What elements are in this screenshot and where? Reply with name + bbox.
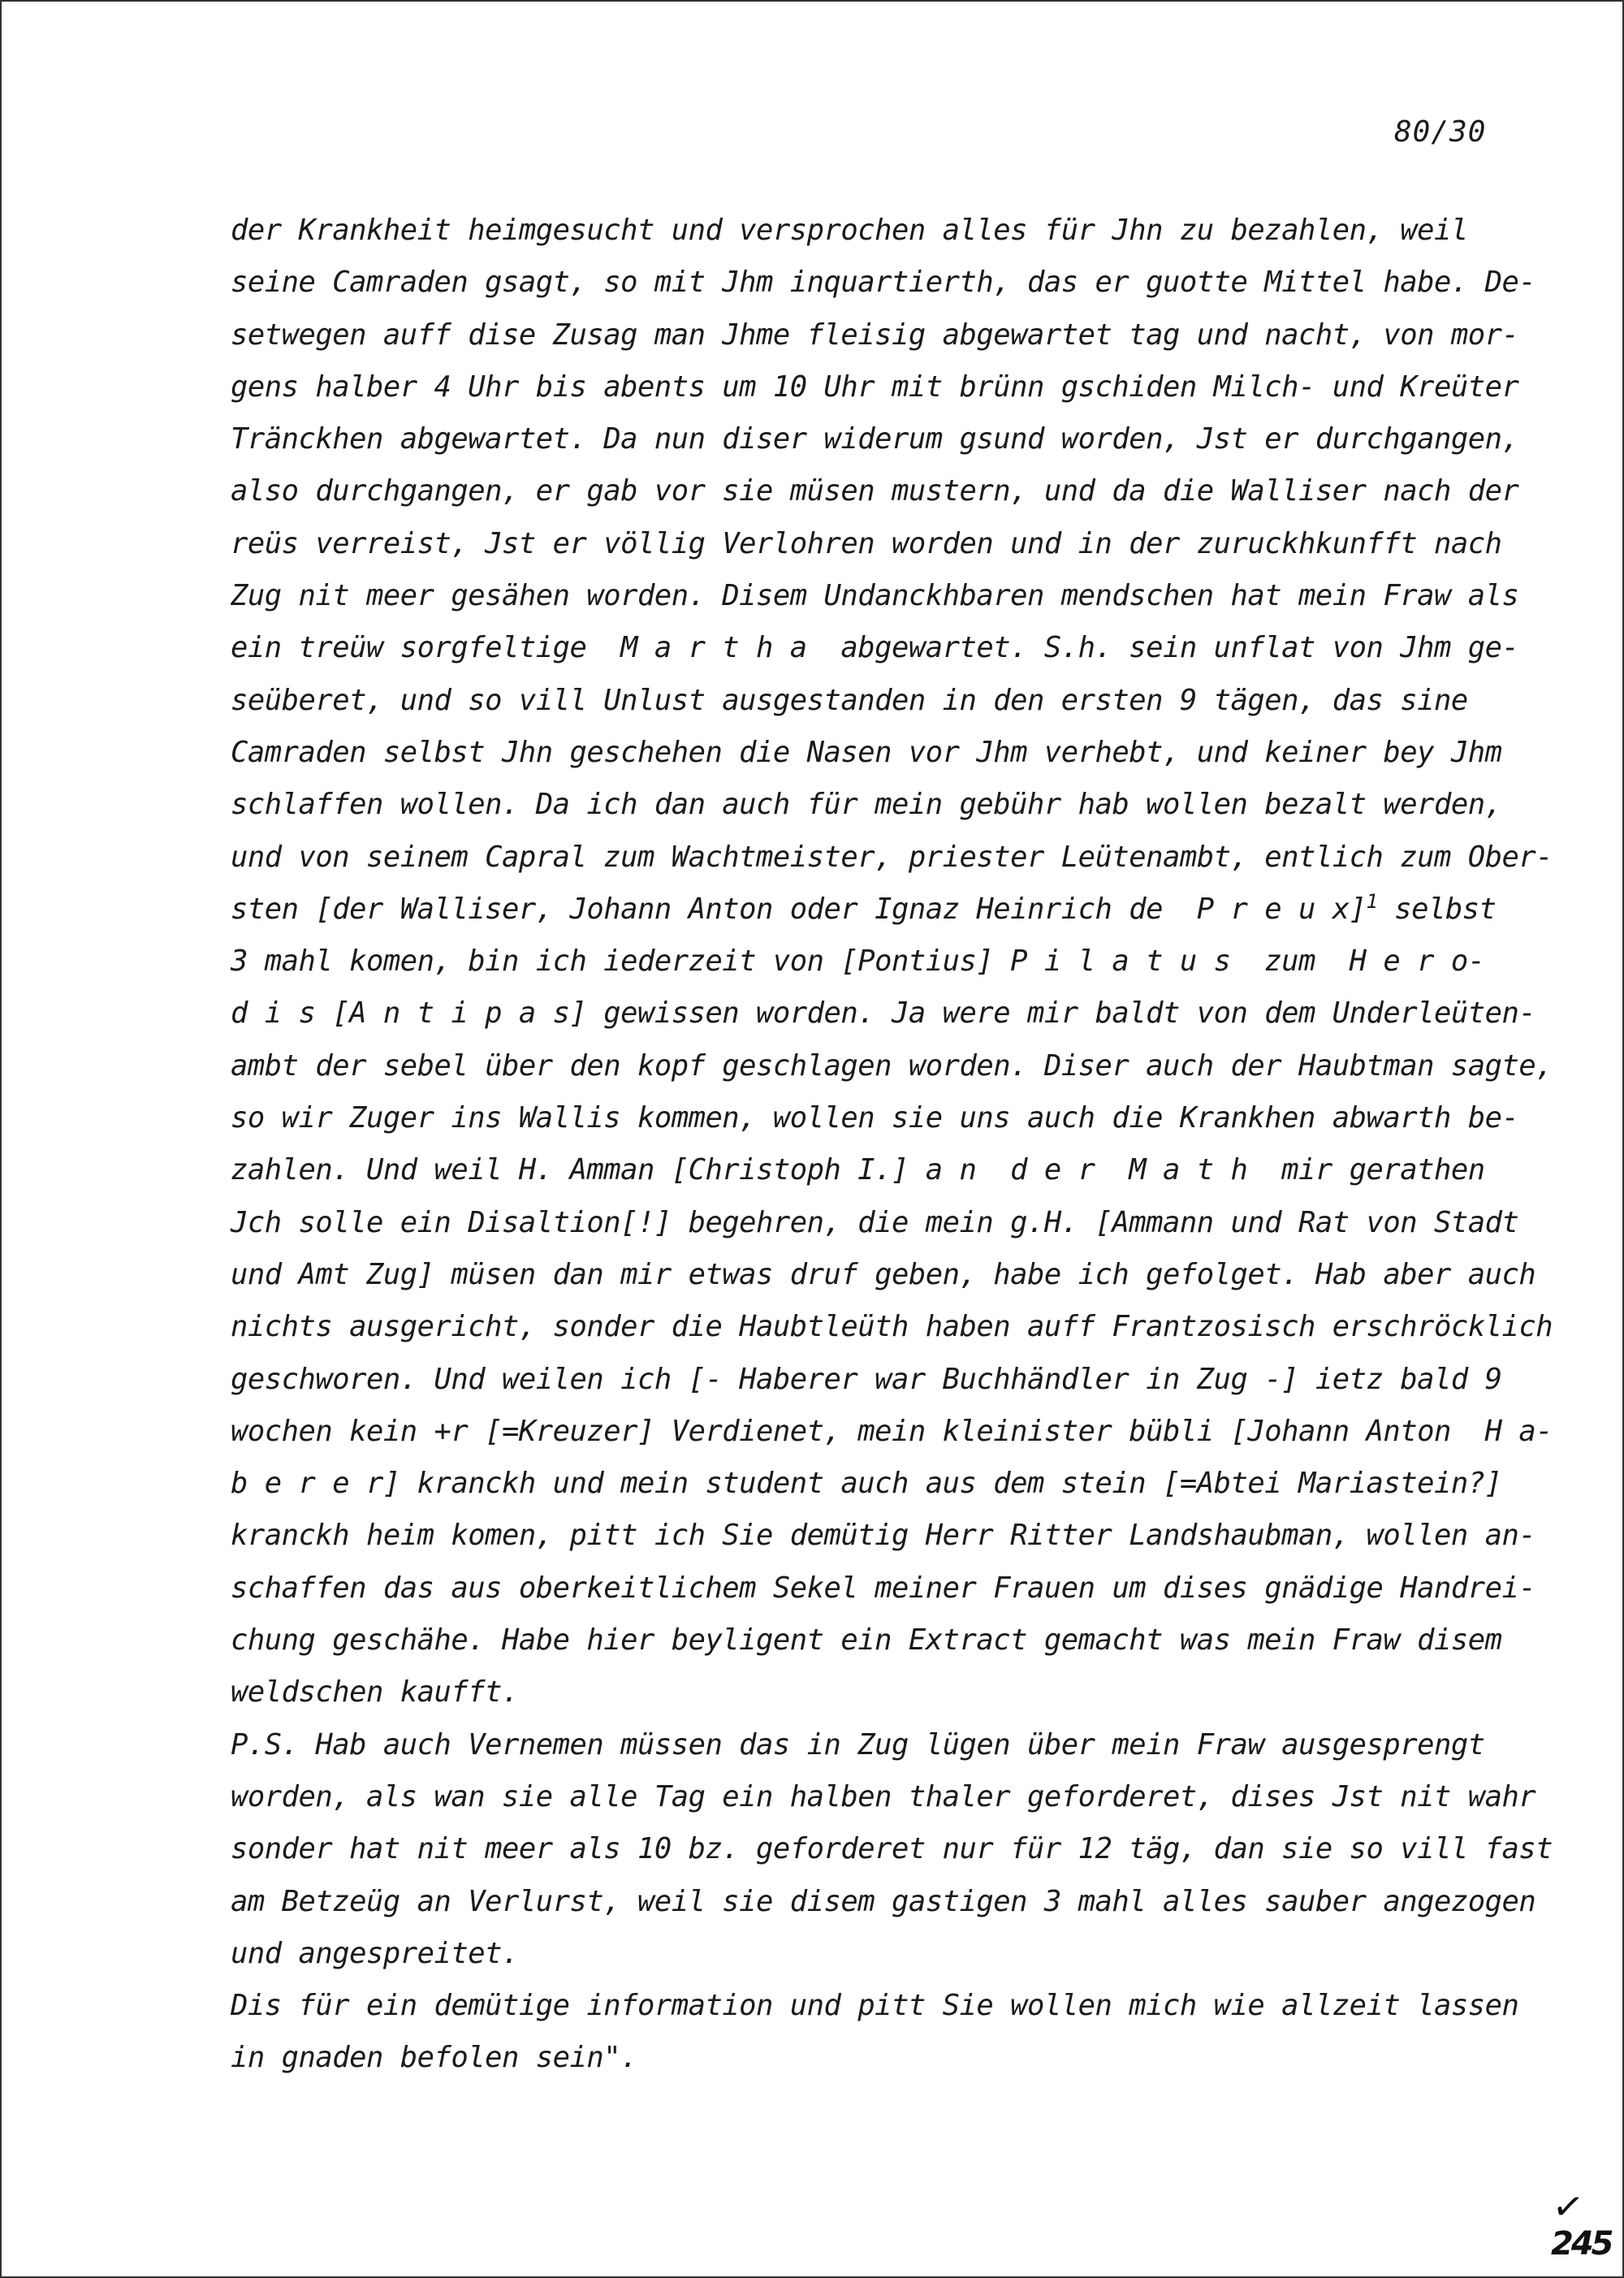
- postscript-line: sonder hat nit meer als 10 bz. geforderet nur für 12 täg, dan sie so vill fast: [231, 1832, 1553, 1866]
- text-line: ambt der sebel über den kopf geschlagen worden. Diser auch der Haubtman sagte,: [231, 1048, 1553, 1083]
- text-line: schlaffen wollen. Da ich dan auch für mein gebühr hab wollen bezalt werden,: [231, 788, 1502, 822]
- page-number: 80/30: [1394, 115, 1487, 149]
- text-line-main: sten [der Walliser, Johann Anton oder Ignaz Heinrich de P r e u x]: [231, 892, 1367, 926]
- check-mark-icon: ✓: [1549, 2182, 1587, 2231]
- text-line: wochen kein +r [=Kreuzer] Verdienet, mein kleinister bübli [Johann Anton H a-: [231, 1414, 1553, 1448]
- text-line: also durchgangen, er gab vor sie müsen mustern, und da die Walliser nach der: [231, 474, 1519, 508]
- text-line: reüs verreist, Jst er völlig Verlohren worden und in der zuruckhkunfft nach: [231, 526, 1502, 560]
- text-line: seine Camraden gsagt, so mit Jhm inquartierth, das er guotte Mittel habe. De-: [231, 266, 1536, 300]
- text-line: ein treüw sorgfeltige M a r t h a abgewartet. S.h. sein unflat von Jhm ge-: [231, 631, 1519, 665]
- text-line: setwegen auff dise Zusag man Jhme fleisig abgewartet tag und nacht, von mor-: [231, 318, 1519, 352]
- text-line: der Krankheit heimgesucht und versprochen alles für Jhn zu bezahlen, weil: [231, 214, 1468, 247]
- text-line: d i s [A n t i p a s] gewissen worden. Ja were mir baldt von dem Underleüten-: [231, 996, 1536, 1031]
- closing-line: in gnaden befolen sein".: [231, 2041, 637, 2075]
- text-line: nichts ausgericht, sonder die Haubtleüth haben auff Frantzosisch erschröcklich: [231, 1310, 1553, 1344]
- text-line: b e r e r] kranckh und mein student auch aus dem stein [=Abtei Mariastein?]: [231, 1467, 1502, 1501]
- text-line: Camraden selbst Jhn geschehen die Nasen vor Jhm verhebt, und keiner bey Jhm: [231, 735, 1502, 769]
- text-line: und Amt Zug] müsen dan mir etwas druf geben, habe ich gefolget. Hab aber auch: [231, 1257, 1536, 1291]
- closing-line: Dis für ein demütige information und pitt Sie wollen mich wie allzeit lassen: [231, 1989, 1519, 2023]
- postscript-line: am Betzeüg an Verlurst, weil sie disem gastigen 3 mahl alles sauber angezogen: [231, 1884, 1536, 1918]
- text-line: und von seinem Capral zum Wachtmeister, priester Leütenambt, entlich zum Ober-: [231, 840, 1553, 874]
- postscript-line: P.S. Hab auch Vernemen müssen das in Zug lügen über mein Fraw ausgesprengt: [231, 1727, 1485, 1761]
- text-line-tail: selbst: [1377, 892, 1497, 926]
- text-line: [231, 884, 1514, 936]
- letter-body: [231, 205, 1553, 2085]
- text-line: geschworen. Und weilen ich [- Haberer war Buchhändler in Zug -] ietz bald 9: [231, 1362, 1502, 1396]
- text-line: schaffen das aus oberkeitlichem Sekel meiner Frauen um dises gnädige Handrei-: [231, 1571, 1536, 1605]
- text-line: seüberet, und so vill Unlust ausgestanden in den ersten 9 tägen, das sine: [231, 683, 1468, 717]
- text-line: chung geschähe. Habe hier beyligent ein Extract gemacht was mein Fraw disem: [231, 1623, 1502, 1658]
- postscript-line: und angespreitet.: [231, 1936, 519, 1970]
- text-line: Jch solle ein Disaltion[!] begehren, die mein g.H. [Ammann und Rat von Stadt: [231, 1205, 1519, 1239]
- text-line: gens halber 4 Uhr bis abents um 10 Uhr mit brünn gschiden Milch- und Kreüter: [231, 370, 1519, 404]
- text-line: kranckh heim komen, pitt ich Sie demütig Herr Ritter Landshaubman, wollen an-: [231, 1519, 1536, 1553]
- text-line: weldschen kaufft.: [231, 1675, 519, 1710]
- footnote-marker: 1: [1366, 890, 1378, 914]
- text-line: zahlen. Und weil H. Amman [Christoph I.] a n d e r M a t h mir gerathen: [231, 1153, 1485, 1187]
- archive-stamp: 245: [1551, 2225, 1612, 2263]
- text-line: Tränckhen abgewartet. Da nun diser widerum gsund worden, Jst er durchgangen,: [231, 422, 1519, 456]
- text-line: Zug nit meer gesähen worden. Disem Undanckhbaren mendschen hat mein Fraw als: [231, 579, 1519, 613]
- postscript-line: worden, als wan sie alle Tag ein halben thaler geforderet, dises Jst nit wahr: [231, 1779, 1536, 1813]
- text-line: so wir Zuger ins Wallis kommen, wollen sie uns auch die Krankhen abwarth be-: [231, 1101, 1519, 1135]
- text-line: 3 mahl komen, bin ich iederzeit von [Pontius] P i l a t u s zum H e r o-: [231, 944, 1485, 979]
